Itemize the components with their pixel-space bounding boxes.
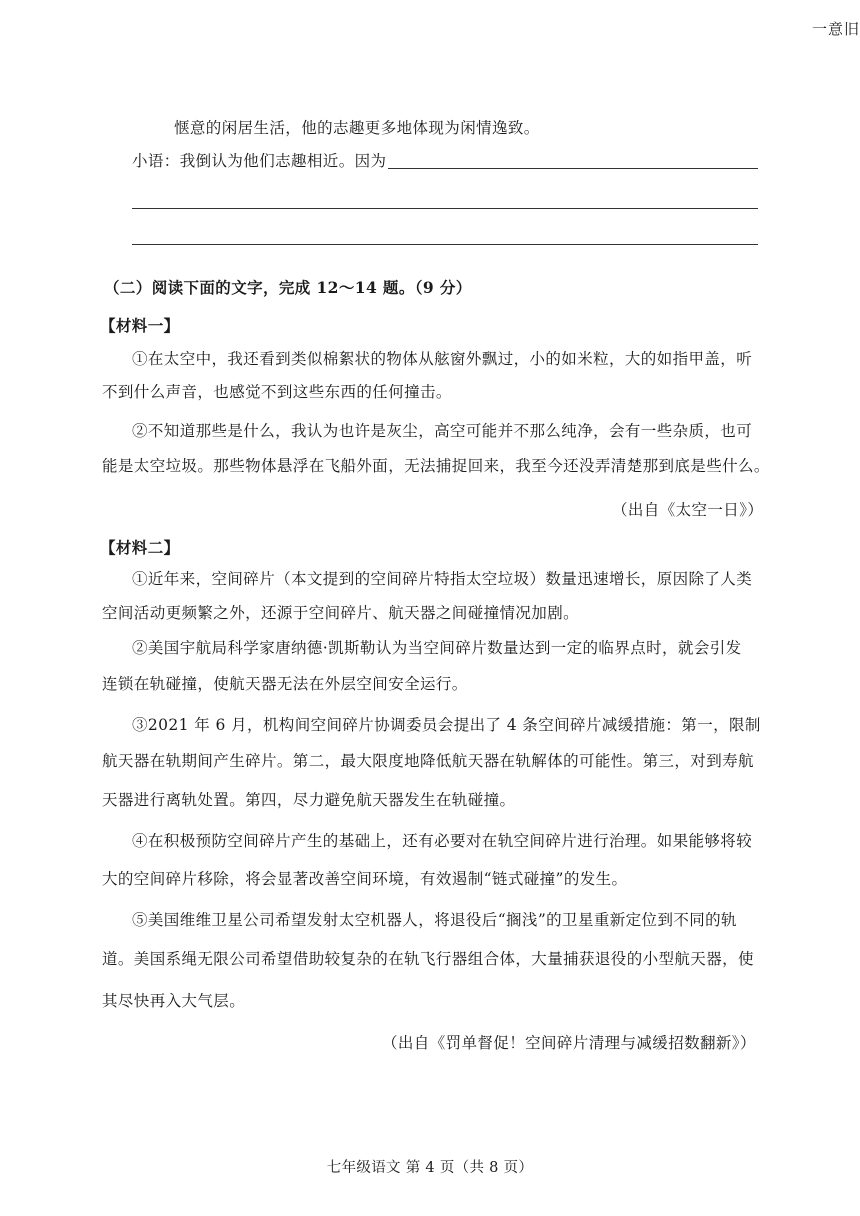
paragraph-line: 天器进行离轨处置。第四，尽力避免航天器发生在轨碰撞。 (102, 791, 516, 809)
material-one-label: 【材料一】 (100, 316, 180, 335)
paragraph-line: ①近年来，空间碎片（本文提到的空间碎片特指太空垃圾）数量迅速增长，原因除了人类 (132, 570, 753, 588)
corner-stamp-text: 一意旧 (811, 20, 860, 38)
paragraph-line: 其尽快再入大气层。 (102, 992, 246, 1010)
paragraph-line: 不到什么声音，也感觉不到这些东西的任何撞击。 (102, 383, 452, 401)
paragraph-line: ⑤美国维维卫星公司希望发射太空机器人，将退役后“搁浅”的卫星重新定位到不同的轨 (132, 911, 737, 929)
paragraph-line: ②美国宇航局科学家唐纳德·凯斯勒认为当空间碎片数量达到一定的临界点时，就会引发 (132, 639, 742, 657)
paragraph-line: 大的空间碎片移除，将会显著改善空间环境，有效遏制“链式碰撞”的发生。 (102, 870, 628, 888)
material-two-label: 【材料二】 (100, 538, 180, 557)
page-footer: 七年级语文 第 4 页（共 8 页） (326, 1160, 534, 1176)
paragraph-line: 空间活动更频繁之外，还源于空间碎片、航天器之间碰撞情况加剧。 (102, 604, 580, 622)
intro-line: 惬意的闲居生活，他的志趣更多地体现为闲情逸致。 (174, 119, 540, 137)
answer-blank-line (132, 208, 758, 209)
paragraph-line: ②不知道那些是什么，我认为也许是灰尘，高空可能并不那么纯净，会有一些杂质，也可 (132, 422, 753, 440)
answer-blank-line (388, 168, 758, 169)
paragraph-line: 能是太空垃圾。那些物体悬浮在飞船外面，无法捕捉回来，我至今还没弄清楚那到底是些什么。 (102, 457, 770, 475)
answer-prompt: 小语：我倒认为他们志趣相近。因为 (132, 152, 387, 170)
answer-blank-line (132, 244, 758, 245)
paragraph-line: 航天器在轨期间产生碎片。第二，最大限度地降低航天器在轨解体的可能性。第三，对到寿航 (102, 752, 754, 770)
material-two-source: （出自《罚单督促！空间碎片清理与减缓招数翻新》） (382, 1034, 756, 1052)
section-heading: （二）阅读下面的文字，完成 12～14 题。（9 分） (104, 278, 472, 297)
paragraph-line: 连锁在轨碰撞，使航天器无法在外层空间安全运行。 (102, 675, 468, 693)
paragraph-line: ③2021 年 6 月，机构间空间碎片协调委员会提出了 4 条空间碎片减缓措施：第一，限制 (132, 716, 761, 734)
paragraph-line: 道。美国系绳无限公司希望借助较复杂的在轨飞行器组合体，大量捕获退役的小型航天器，使 (102, 950, 754, 968)
paragraph-line: ①在太空中，我还看到类似棉絮状的物体从舷窗外飘过，小的如米粒，大的如指甲盖，听 (132, 350, 753, 368)
paragraph-line: ④在积极预防空间碎片产生的基础上，还有必要对在轨空间碎片进行治理。如果能够将较 (132, 832, 753, 850)
material-one-source: （出自《太空一日》） (612, 501, 764, 519)
